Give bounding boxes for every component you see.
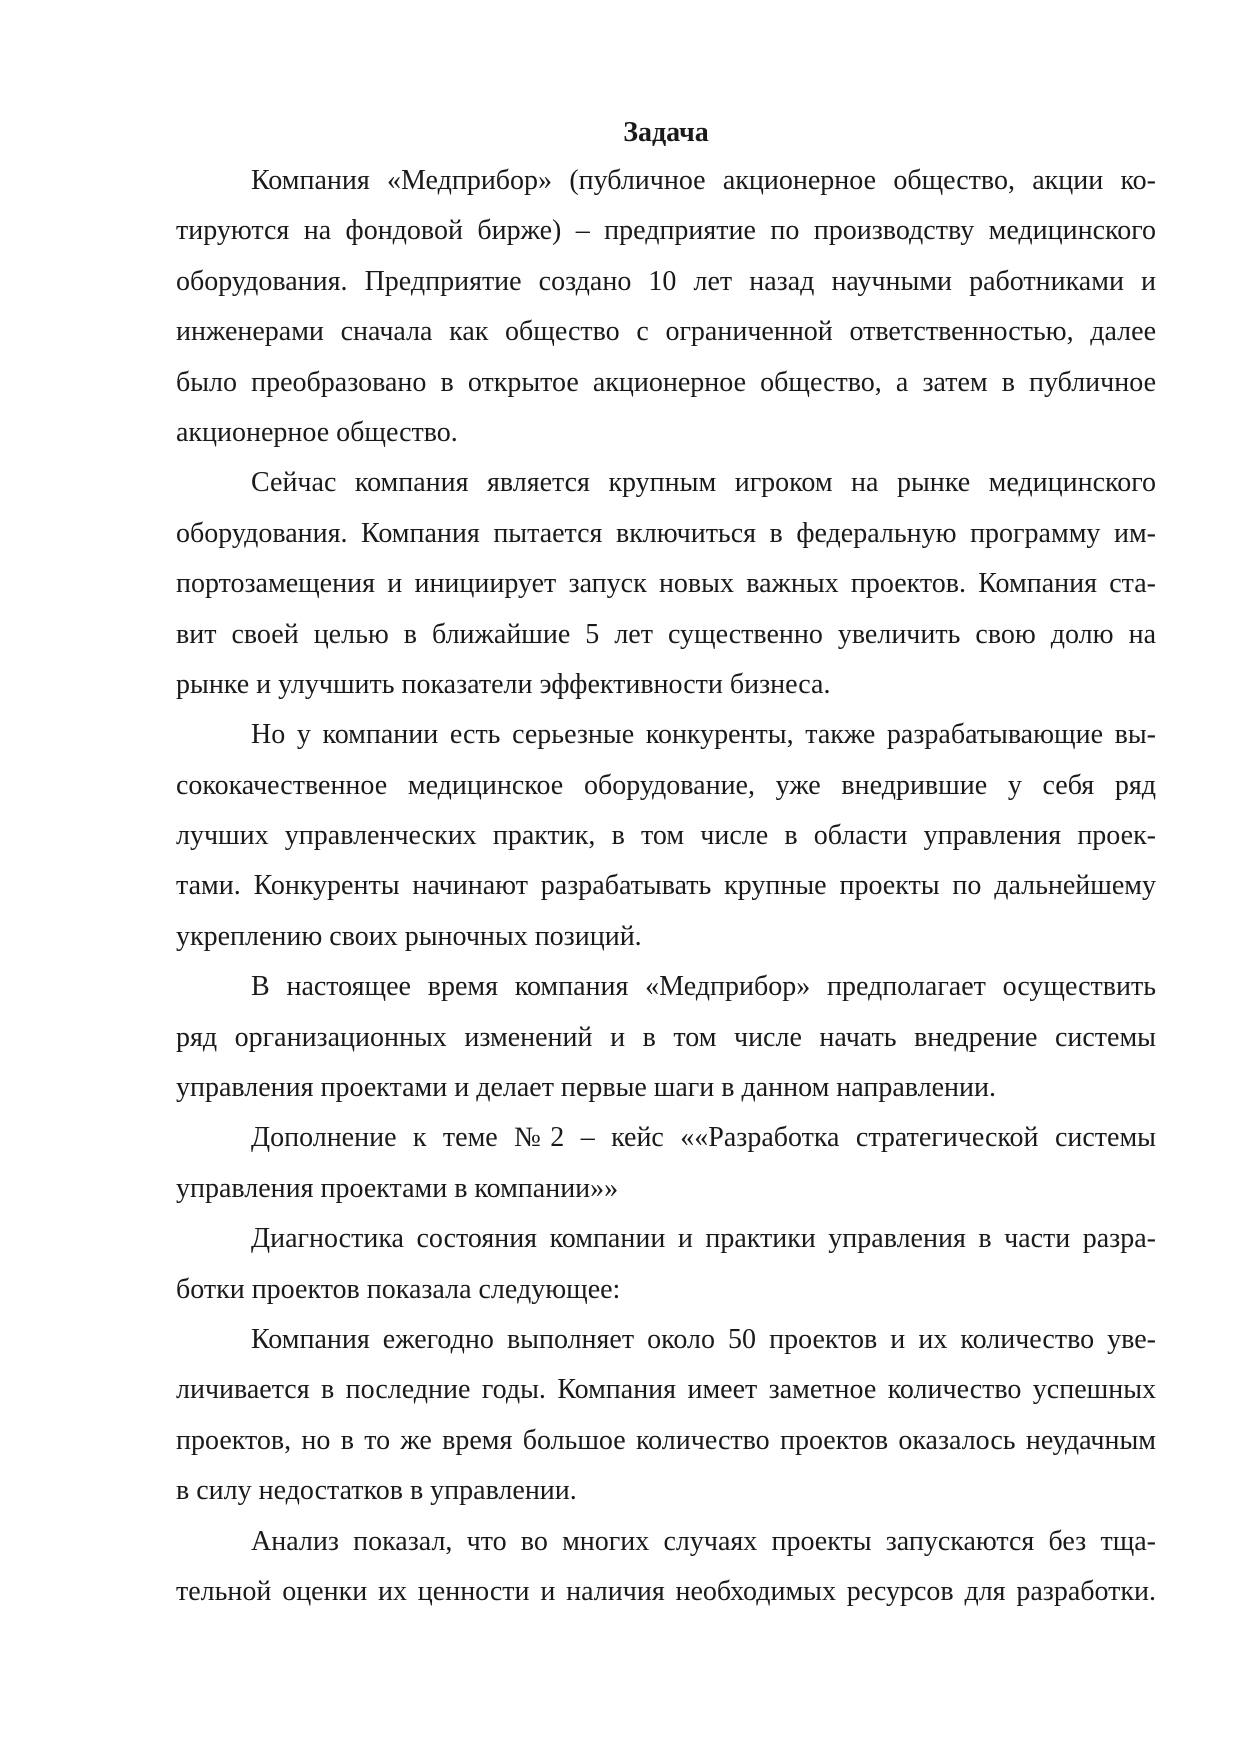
text-line: оборудования. Компания пытается включиться в федеральную программу им- bbox=[176, 517, 1156, 549]
text-line: Компания «Медприбор» (публичное акционерное общество, акции ко- bbox=[251, 165, 1156, 196]
text-line: Компания ежегодно выполняет около 50 проектов и их количество уве- bbox=[251, 1323, 1156, 1355]
text-line: ряд организационных изменений и в том числе начать внедрение системы bbox=[176, 1021, 1156, 1053]
text-line: управления проектами и делает первые шаги в данном направлении. bbox=[176, 1072, 996, 1104]
text-line: Но у компании есть серьезные конкуренты, также разрабатывающие вы- bbox=[251, 719, 1156, 751]
text-line: Дополнение к теме №2 – кейс ««Разработка стратегической системы bbox=[251, 1122, 1156, 1154]
paragraph-8 bbox=[176, 1517, 1156, 1618]
document-body bbox=[176, 118, 1156, 1617]
text-line: тами. Конкуренты начинают разрабатывать крупные проекты по дальнейшему bbox=[176, 870, 1156, 902]
text-line: было преобразовано в открытое акционерное общество, а затем в публичное bbox=[176, 366, 1156, 398]
text-line: Сейчас компания является крупным игроком на рынке медицинского bbox=[251, 467, 1156, 499]
text-line: укреплению своих рыночных позиций. bbox=[176, 920, 642, 952]
paragraph-7 bbox=[176, 1315, 1156, 1517]
text-line: тируются на фондовой бирже) – предприятие по производству медицинского bbox=[176, 215, 1156, 247]
text-line: Диагностика состояния компании и практики управления в части разра- bbox=[251, 1223, 1156, 1255]
text-line: оборудования. Предприятие создано 10 лет назад научными работниками и bbox=[176, 265, 1156, 297]
paragraph-4 bbox=[176, 962, 1156, 1113]
text-line: сококачественное медицинское оборудование, уже внедрившие у себя ряд bbox=[176, 769, 1156, 801]
text-line: тельной оценки их ценности и наличия необходимых ресурсов для разработки. bbox=[176, 1575, 1156, 1607]
paragraph-3 bbox=[176, 710, 1156, 962]
text-line: В настоящее время компания «Медприбор» предполагает осуществить bbox=[251, 971, 1156, 1003]
paragraph-6 bbox=[176, 1214, 1156, 1315]
text-line: в силу недостатков в управлении. bbox=[176, 1475, 577, 1507]
text-line: инженерами сначала как общество с ограниченной ответственностью, далее bbox=[176, 316, 1156, 348]
paragraph-1 bbox=[176, 156, 1156, 458]
text-line: портозамещения и инициирует запуск новых важных проектов. Компания ста- bbox=[176, 568, 1156, 600]
text-line: Анализ показал, что во многих случаях проекты запускаются без тща- bbox=[251, 1525, 1156, 1557]
text-line: управления проектами в компании»» bbox=[176, 1172, 619, 1204]
text-line: лучших управленческих практик, в том числе в области управления проек- bbox=[176, 820, 1156, 852]
text-line: вит своей целью в ближайшие 5 лет существенно увеличить свою долю на bbox=[176, 618, 1156, 650]
paragraph-5 bbox=[176, 1113, 1156, 1214]
text-line: акционерное общество. bbox=[176, 416, 458, 448]
document-title: Задача bbox=[623, 117, 709, 148]
text-line: проектов, но в то же время большое количество проектов оказалось неудачным bbox=[176, 1424, 1156, 1456]
text-line: ботки проектов показала следующее: bbox=[176, 1273, 621, 1305]
paragraph-2 bbox=[176, 458, 1156, 710]
text-line: личивается в последние годы. Компания имеет заметное количество успешных bbox=[176, 1374, 1156, 1406]
text-line: рынке и улучшить показатели эффективности бизнеса. bbox=[176, 668, 831, 700]
